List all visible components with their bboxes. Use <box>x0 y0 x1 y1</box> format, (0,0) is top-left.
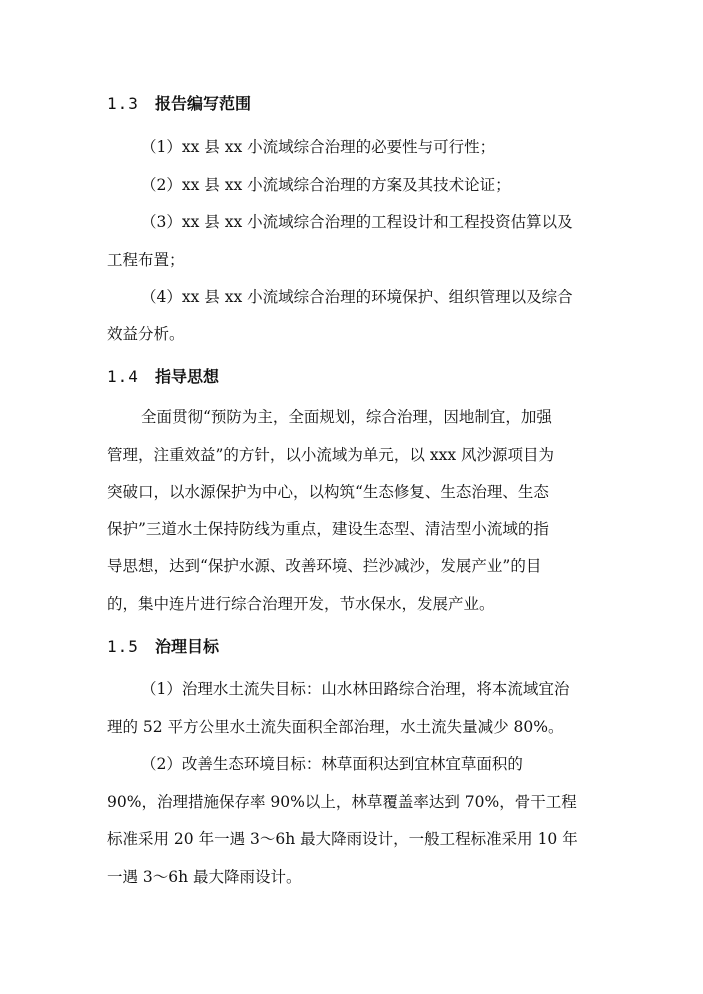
paragraph-line: 效益分析。 <box>107 325 185 343</box>
paragraph-line: 90%，治理措施保存率 90%以上，林草覆盖率达到 70%，骨干工程 <box>107 793 577 811</box>
paragraph-line: 一遇 3～6h 最大降雨设计。 <box>107 868 302 886</box>
paragraph-line: （1）治理水土流失目标：山水林田路综合治理，将本流域宜治 <box>141 680 570 698</box>
paragraph-line: （2）xx 县 xx 小流域综合治理的方案及其技术论证； <box>141 176 511 194</box>
section-title: 报告编写范围 <box>155 94 252 113</box>
section-heading-1-3 <box>107 93 251 115</box>
paragraph-line: 全面贯彻“预防为主，全面规划，综合治理，因地制宜，加强 <box>141 408 552 426</box>
paragraph-line: （2）改善生态环境目标：林草面积达到宜林宜草面积的 <box>141 755 523 773</box>
section-heading-1-4 <box>107 366 219 388</box>
section-number: 1.5 <box>107 637 139 656</box>
section-number: 1.3 <box>107 94 139 113</box>
paragraph-line: 标准采用 20 年一遇 3～6h 最大降雨设计，一般工程标准采用 10 年 <box>107 830 578 848</box>
paragraph-line: 突破口，以水源保护为中心，以构筑“生态修复、生态治理、生态 <box>107 483 549 501</box>
paragraph-line: 管理，注重效益”的方针，以小流域为单元，以 xxx 风沙源项目为 <box>107 446 555 464</box>
paragraph-line: 导思想，达到“保护水源、改善环境、拦沙减沙，发展产业”的目 <box>107 557 542 575</box>
paragraph-line: （3）xx 县 xx 小流域综合治理的工程设计和工程投资估算以及 <box>141 213 573 231</box>
paragraph-line: 的，集中连片进行综合治理开发，节水保水，发展产业。 <box>107 595 495 613</box>
section-title: 指导思想 <box>155 367 220 386</box>
paragraph-line: 工程布置； <box>107 251 185 269</box>
paragraph-line: （4）xx 县 xx 小流域综合治理的环境保护、组织管理以及综合 <box>141 288 573 306</box>
paragraph-line: （1）xx 县 xx 小流域综合治理的必要性与可行性； <box>141 138 496 156</box>
section-heading-1-5 <box>107 636 219 658</box>
section-number: 1.4 <box>107 367 139 386</box>
paragraph-line: 理的 52 平方公里水土流失面积全部治理，水土流失量减少 80%。 <box>107 718 564 736</box>
paragraph-line: 保护”三道水土保持防线为重点，建设生态型、清洁型小流域的指 <box>107 520 549 538</box>
section-title: 治理目标 <box>155 637 220 656</box>
